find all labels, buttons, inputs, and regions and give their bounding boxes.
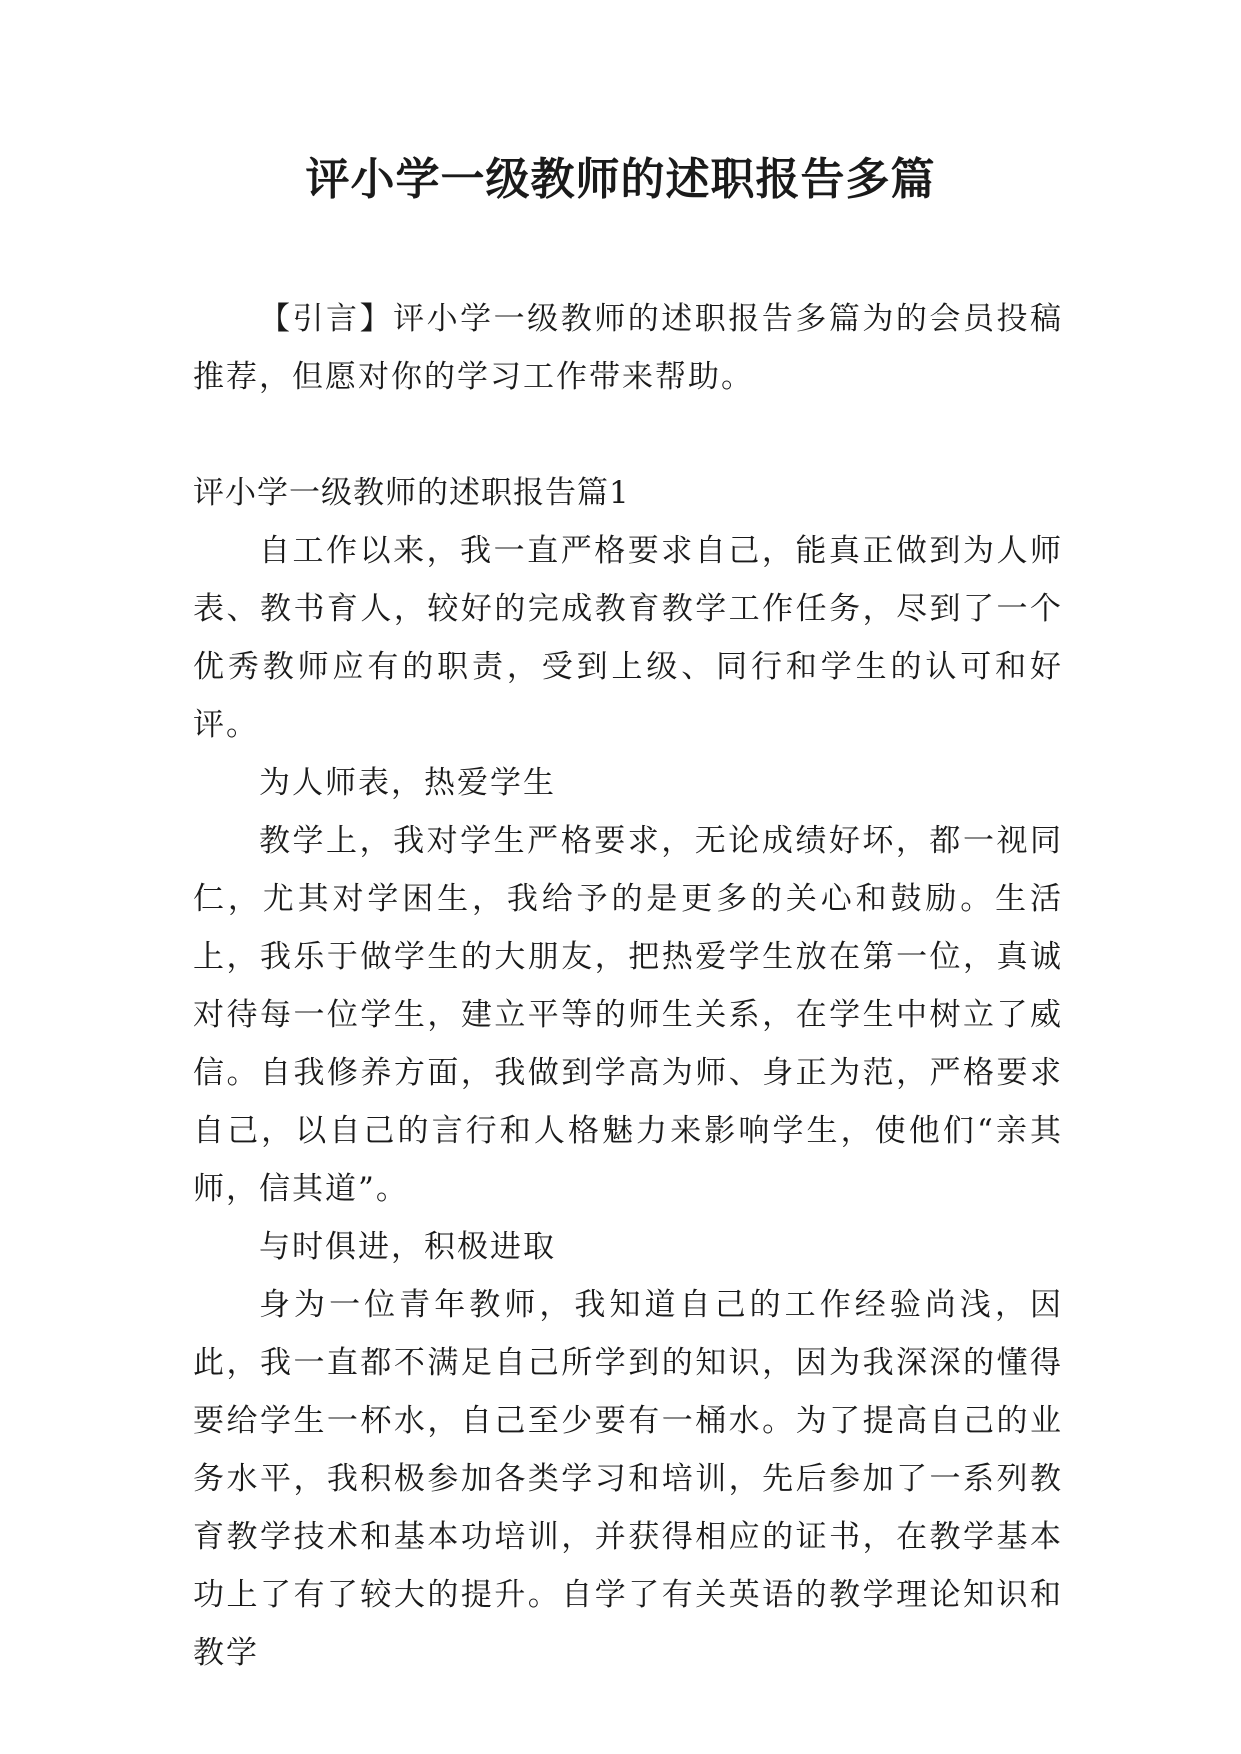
document-body [193,290,1063,1682]
body-paragraph: 身为一位青年教师，我知道自己的工作经验尚浅，因此，我一直都不满足自己所学到的知识，因为我深深的懂得要给学生一杯水，自己至少要有一桶水。为了提高自己的业务水平，我积极参加各类学习和培训，先后参加了一系列教育教学技术和基本功培训，并获得相应的证书，在教学基本功上了有了较大的提升。自学了有关英语的教学理论知识和教学 [193,1287,1063,1671]
document-title: 评小学一级教师的述职报告多篇 [305,154,936,205]
body-paragraph: 自工作以来，我一直严格要求自己，能真正做到为人师表、教书育人，较好的完成教育教学工作任务，尽到了一个优秀教师应有的职责，受到上级、同行和学生的认可和好评。 [193,533,1063,743]
body-paragraph: 教学上，我对学生严格要求，无论成绩好坏，都一视同仁，尤其对学困生，我给予的是更多的关心和鼓励。生活上，我乐于做学生的大朋友，把热爱学生放在第一位，真诚对待每一位学生，建立平等的师生关系，在学生中树立了威信。自我修养方面，我做到学高为师、身正为范，严格要求自己，以自己的言行和人格魅力来影响学生，使他们“亲其师，信其道”。 [193,823,1063,1207]
section-title: 评小学一级教师的述职报告篇1 [193,475,630,511]
subheading-paragraph: 为人师表，热爱学生 [259,765,556,801]
intro-paragraph: 【引言】评小学一级教师的述职报告多篇为的会员投稿推荐，但愿对你的学习工作带来帮助。 [193,301,1063,395]
subheading-paragraph: 与时俱进，积极进取 [259,1229,556,1265]
